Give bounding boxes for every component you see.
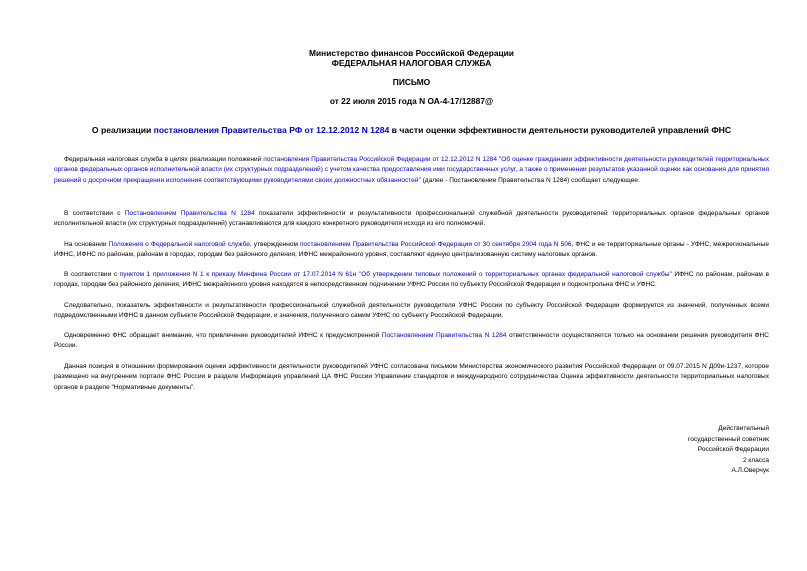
title-law-link[interactable]: постановления Правительства РФ от 12.12.2012 N 1284 bbox=[153, 125, 390, 135]
paragraph-1-link-1[interactable]: постановления Правительства Российской Федерации от 12.12.2012 N 1284 "Об оценке гражданами эффективности деятельности руководителей территориальных органов федеральных органов исполнительной власти (их структурных подразделений) с учетом качества предоставления ими государственных услуг, а также о применении результатов указанной оценки как основания для принятия решений о досрочном прекращении исполнения соответствующими руководителями своих должностных обязанностей" bbox=[54, 156, 769, 184]
paragraph-7-text-1: Данная позиция в отношении формирования оценки эффективности деятельности руководителей УФНС согласована письмом Министерства экономического развития Российской Федерации от 09.07.2015 N Д09и-1237, которое размещено на внутреннем портале ФНС России в разделе Информация управлений ЦА ФНС России Управление стандартов и международного сотрудничества Оценка эффективности деятельности территориальных налоговых органов в разделе "Нормативные документы". bbox=[54, 363, 769, 391]
paragraph-1 bbox=[54, 155, 769, 186]
paragraph-4 bbox=[54, 270, 769, 291]
signature-signer-name: А.Л.Оверчук bbox=[731, 467, 769, 475]
paragraph-5-text-1: Следовательно, показатель эффективности и результативности профессиональной служебной деятельности руководителя УФНС России по субъекту Российской Федерации формируется из значений, полученных всеми подведомственными ИФНС в данном субъекте Российской Федерации, и значения, полученного самим УФНС по субъекту Российской Федерации. bbox=[54, 302, 769, 320]
signature-line-rank-1: Действительный bbox=[718, 425, 769, 432]
signature-block bbox=[664, 424, 769, 477]
title-suffix: в части оценки эффективности деятельности руководителей управлений ФНС bbox=[389, 125, 732, 135]
document-title bbox=[54, 125, 769, 136]
paragraph-2-text-1: В соответствии с bbox=[64, 210, 125, 217]
paragraph-2-link-1[interactable]: Постановлением Правительства N 1284 bbox=[124, 210, 255, 217]
paragraph-3-text-1: На основании bbox=[64, 241, 109, 248]
paragraph-4-link-1[interactable]: пунктом 1 приложения N 1 к приказу Минфина России от 17.07.2014 N 61н "Об утверждении типовых положений о территориальных органах федеральной налоговой службы" bbox=[119, 271, 672, 278]
paragraph-3-link-1[interactable]: Положения о Федеральной налоговой службе bbox=[108, 241, 250, 248]
paragraph-4-text-1: В соответствии с bbox=[64, 271, 120, 278]
document-type: ПИСЬМО bbox=[392, 77, 431, 87]
paragraph-6-link-1[interactable]: Постановлением Правительства N 1284 bbox=[381, 332, 507, 339]
signature-line-rank-3: Российской Федерации bbox=[697, 446, 769, 454]
paragraph-2 bbox=[54, 209, 769, 230]
signature-line-rank-2: государственный советник bbox=[688, 435, 769, 443]
paragraph-5 bbox=[54, 301, 769, 322]
service-name: ФЕДЕРАЛЬНАЯ НАЛОГОВАЯ СЛУЖБА bbox=[331, 58, 492, 68]
paragraph-7 bbox=[54, 362, 769, 393]
paragraph-6-text-2: ответственности осуществляется только на основании решения руководителя ФНС России. bbox=[54, 332, 769, 350]
signature-line-rank-4: 2 класса bbox=[742, 456, 769, 464]
paragraph-2-text-2: показатели эффективности и результативности профессиональной служебной деятельности руководителей территориальных органов федеральных органов исполнительной власти (их структурных подразделений) устанавливаются для каждого конкретного руководителя исходя из его полномочий. bbox=[54, 210, 769, 228]
paragraph-3-text-3: , ФНС и ее территориальные органы - УФНС, межрегиональные ИФНС, ИФНС по районам, районам в городах, городам без районного деления, ИФНС межрайонного уровня, составляют единую централизованную систему налоговых органов. bbox=[54, 241, 770, 259]
document-page bbox=[54, 0, 769, 571]
paragraph-1-text-2: (далее - Постановление Правительства N 1284) сообщает следующее. bbox=[420, 176, 640, 184]
paragraph-6-text-1: Одновременно ФНС обращает внимание, что привлечение руководителей ИФНС к предусмотренной bbox=[64, 332, 382, 339]
paragraph-3-text-2: , утвержденном bbox=[249, 241, 301, 248]
ministry-name: Министерство финансов Российской Федерации bbox=[309, 48, 514, 58]
paragraph-3-link-2[interactable]: постановлением Правительства Российской Федерации от 30 сентября 2004 года N 506 bbox=[300, 241, 572, 248]
paragraph-4-text-2: ИФНС по районам, районам в городах, городам без районного деления, ИФНС межрайонного уровня находятся в непосредственном подчинении УФНС России по субъекту Российской Федерации и подконтрольна ФНС и УФНС. bbox=[54, 271, 769, 289]
paragraph-6 bbox=[54, 331, 769, 352]
title-prefix: О реализации bbox=[91, 125, 154, 135]
document-date-number: от 22 июля 2015 года N ОА-4-17/12887@ bbox=[329, 96, 494, 106]
paragraph-3 bbox=[54, 240, 769, 261]
paragraph-1-text-1: Федеральная налоговая служба в целях реализации положений bbox=[64, 156, 264, 163]
